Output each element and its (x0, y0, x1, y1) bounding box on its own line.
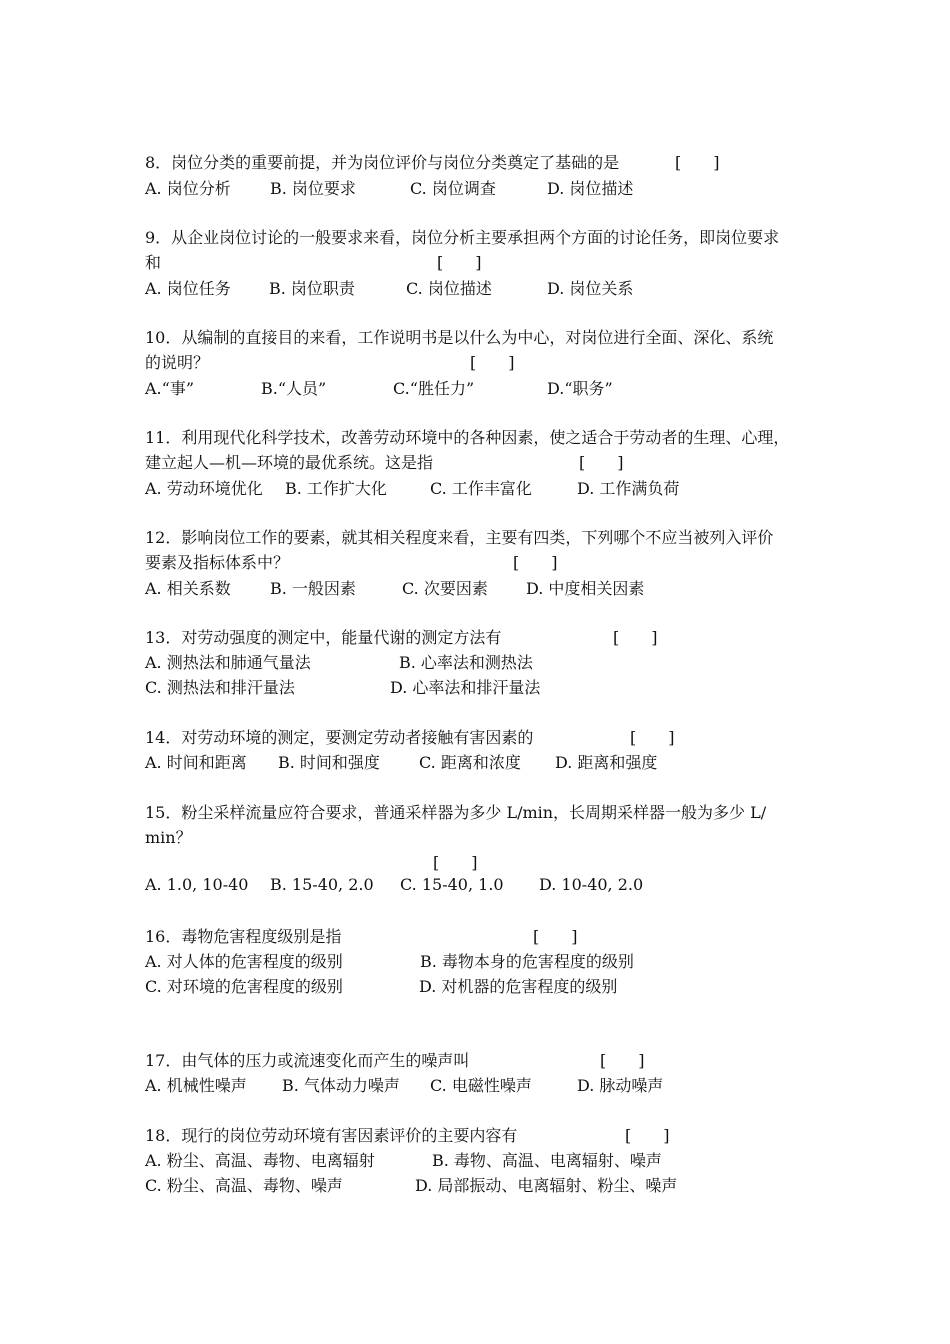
answer-bracket: [ ] (433, 853, 478, 872)
question-text: 8．岗位分类的重要前提，并为岗位评价与岗位分类奠定了基础的是 (145, 153, 620, 172)
option-c: C. 距离和浓度 (419, 753, 521, 772)
answer-bracket: [ ] (533, 927, 578, 946)
option-a: A. 粉尘、高温、毒物、电离辐射 (145, 1151, 375, 1170)
option-d: D. 岗位关系 (547, 279, 634, 298)
question-text: 17．由气体的压力或流速变化而产生的噪声叫 (145, 1051, 470, 1070)
option-d: D. 距离和强度 (555, 753, 658, 772)
question-11 (145, 425, 825, 500)
option-b: B.“人员” (261, 379, 327, 398)
option-b: B. 工作扩大化 (285, 479, 387, 498)
option-b: B. 心率法和测热法 (399, 653, 533, 672)
question-text-continued: 和 (145, 253, 162, 272)
answer-bracket: [ ] (513, 553, 558, 572)
answer-bracket: [ ] (675, 153, 720, 172)
question-18 (145, 1123, 825, 1198)
answer-bracket: [ ] (625, 1126, 670, 1145)
option-c: C. 粉尘、高温、毒物、噪声 (145, 1176, 343, 1195)
option-a: A. 岗位分析 (145, 179, 231, 198)
option-c: C. 岗位描述 (406, 279, 492, 298)
option-d: D. 对机器的危害程度的级别 (419, 977, 618, 996)
question-text: 15．粉尘采样流量应符合要求，普通采样器为多少 L/min，长周期采样器一般为多少 L/ (145, 803, 767, 822)
option-d: D. 岗位描述 (547, 179, 634, 198)
question-text-continued: 要素及指标体系中？ (145, 553, 290, 572)
answer-bracket: [ ] (630, 728, 675, 747)
question-text: 11．利用现代化科学技术，改善劳动环境中的各种因素，使之适合于劳动者的生理、心理， (145, 428, 790, 447)
option-b: B. 一般因素 (270, 579, 356, 598)
question-text-continued: 的说明？ (145, 353, 210, 372)
answer-bracket: [ ] (579, 453, 624, 472)
question-text-continued: 建立起人—机—环境的最优系统。这是指 (145, 453, 434, 472)
question-10 (145, 325, 825, 400)
option-b: B. 时间和强度 (278, 753, 380, 772)
option-c: C. 对环境的危害程度的级别 (145, 977, 343, 996)
option-a: A. 时间和距离 (145, 753, 247, 772)
question-text: 14．对劳动环境的测定，要测定劳动者接触有害因素的 (145, 728, 534, 747)
question-14 (145, 725, 825, 775)
option-b: B. 毒物、高温、电离辐射、噪声 (432, 1151, 662, 1170)
option-d: D. 10-40, 2.0 (539, 875, 644, 894)
question-text: 13．对劳动强度的测定中，能量代谢的测定方法有 (145, 628, 502, 647)
answer-bracket: [ ] (470, 353, 515, 372)
option-a: A. 机械性噪声 (145, 1076, 247, 1095)
question-text: 10．从编制的直接目的来看，工作说明书是以什么为中心，对岗位进行全面、深化、系统 (145, 328, 774, 347)
option-c: C. 测热法和排汗量法 (145, 678, 295, 697)
answer-bracket: [ ] (600, 1051, 645, 1070)
option-b: B. 气体动力噪声 (282, 1076, 400, 1095)
answer-bracket: [ ] (613, 628, 658, 647)
question-17 (145, 1048, 825, 1098)
option-c: C. 电磁性噪声 (430, 1076, 532, 1095)
option-c: C. 工作丰富化 (430, 479, 532, 498)
option-b: B. 岗位要求 (270, 179, 356, 198)
question-text: 12．影响岗位工作的要素，就其相关程度来看，主要有四类，下列哪个不应当被列入评价 (145, 528, 774, 547)
option-b: B. 15-40, 2.0 (270, 875, 374, 894)
question-12 (145, 525, 825, 600)
option-a: A.“事” (145, 379, 195, 398)
option-c: C. 15-40, 1.0 (400, 875, 504, 894)
option-a: A. 1.0, 10-40 (145, 875, 249, 894)
option-a: A. 岗位任务 (145, 279, 231, 298)
question-text-continued: min？ (145, 828, 192, 847)
option-d: D. 脉动噪声 (577, 1076, 664, 1095)
option-c: C.“胜任力” (393, 379, 475, 398)
question-text: 16．毒物危害程度级别是指 (145, 927, 342, 946)
option-a: A. 劳动环境优化 (145, 479, 263, 498)
question-text: 18．现行的岗位劳动环境有害因素评价的主要内容有 (145, 1126, 518, 1145)
option-a: A. 对人体的危害程度的级别 (145, 952, 343, 971)
question-9 (145, 225, 825, 300)
question-text: 9．从企业岗位讨论的一般要求来看，岗位分析主要承担两个方面的讨论任务，即岗位要求 (145, 228, 780, 247)
option-d: D.“职务” (547, 379, 613, 398)
option-b: B. 岗位职责 (269, 279, 355, 298)
question-15 (145, 800, 825, 900)
question-13 (145, 625, 825, 700)
option-a: A. 测热法和肺通气量法 (145, 653, 311, 672)
answer-bracket: [ ] (437, 253, 482, 272)
option-c: C. 岗位调查 (410, 179, 496, 198)
option-d: D. 局部振动、电离辐射、粉尘、噪声 (415, 1176, 678, 1195)
option-d: D. 工作满负荷 (577, 479, 680, 498)
question-8 (145, 150, 825, 200)
option-b: B. 毒物本身的危害程度的级别 (420, 952, 634, 971)
option-c: C. 次要因素 (402, 579, 488, 598)
option-d: D. 中度相关因素 (526, 579, 645, 598)
question-16 (145, 924, 825, 999)
option-d: D. 心率法和排汗量法 (390, 678, 541, 697)
option-a: A. 相关系数 (145, 579, 231, 598)
